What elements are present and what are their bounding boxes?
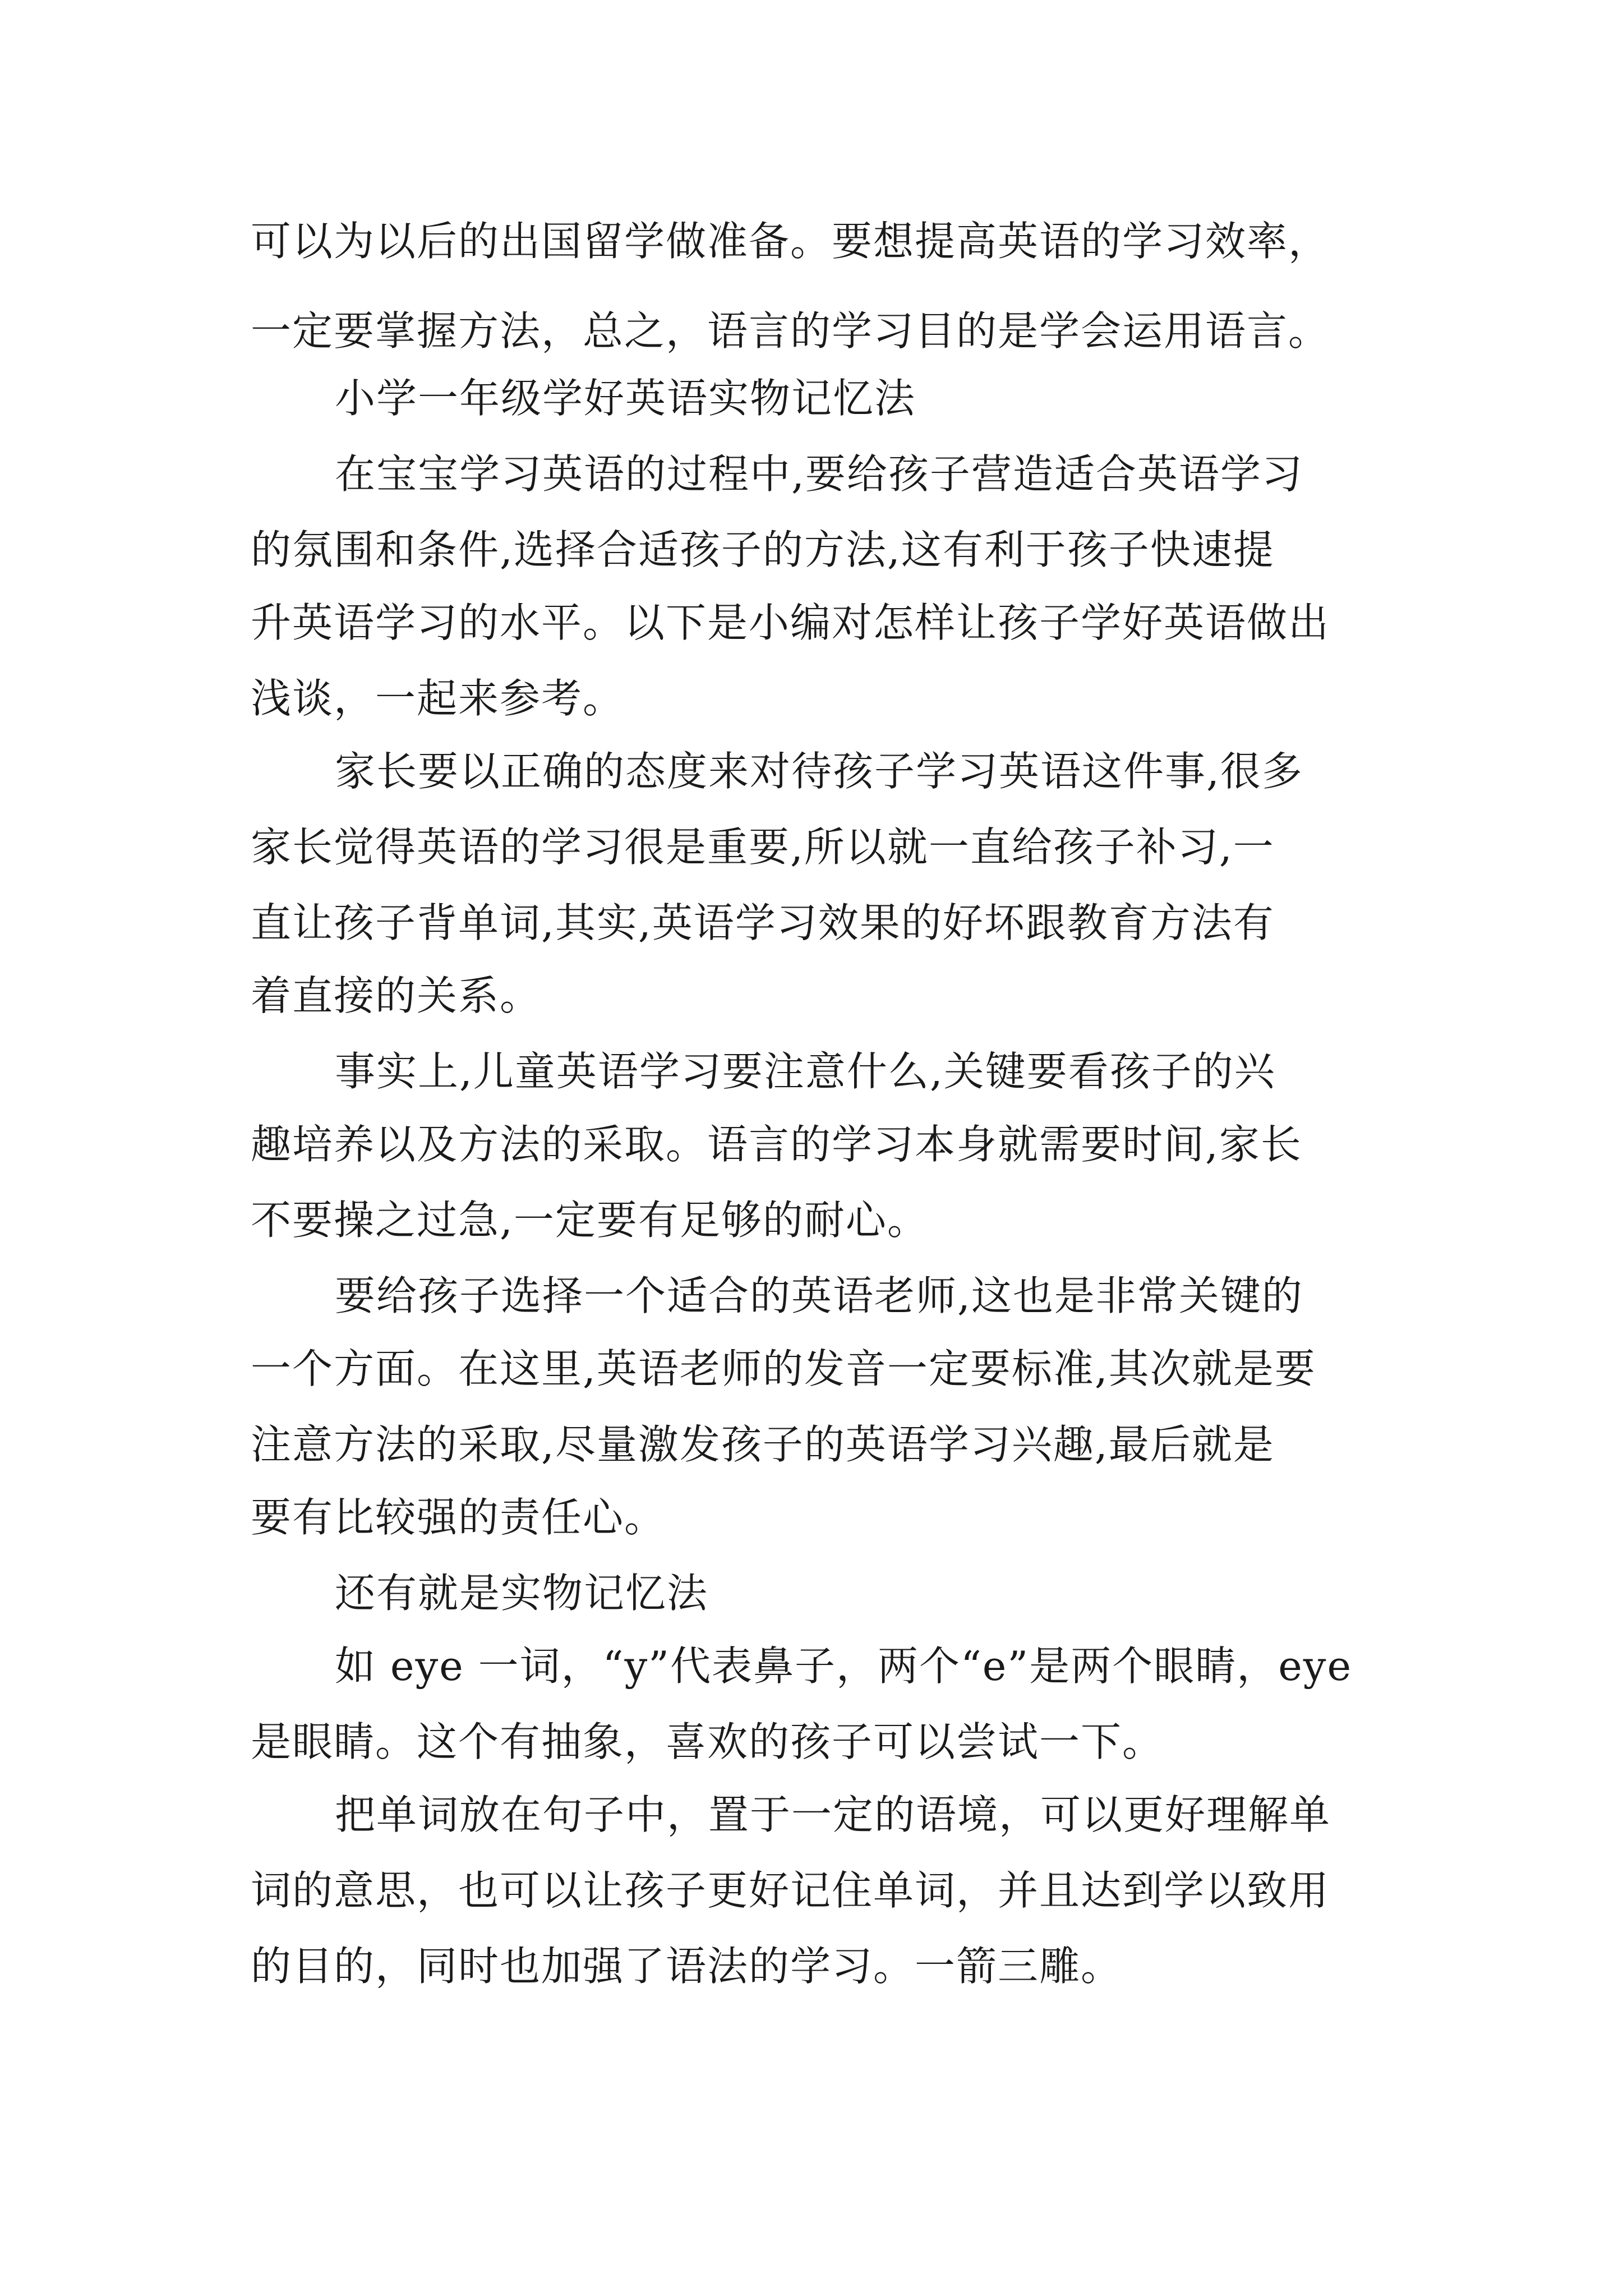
text-line-23: 词的意思，也可以让孩子更好记住单词，并且达到学以致用 bbox=[251, 1867, 1330, 1914]
text-line-4: 在宝宝学习英语的过程中,要给孩子营造适合英语学习 bbox=[335, 450, 1303, 498]
text-line-6: 升英语学习的水平。以下是小编对怎样让孩子学好英语做出 bbox=[251, 599, 1330, 646]
text-line-7: 浅谈，一起来参考。 bbox=[251, 675, 625, 722]
text-line-10: 直让孩子背单词,其实,英语学习效果的好坏跟教育方法有 bbox=[251, 899, 1275, 946]
text-line-8: 家长要以正确的态度来对待孩子学习英语这件事,很多 bbox=[335, 748, 1303, 795]
text-line-17: 注意方法的采取,尽量激发孩子的英语学习兴趣,最后就是 bbox=[251, 1421, 1275, 1468]
text-line-11: 着直接的关系。 bbox=[251, 972, 542, 1019]
text-line-2: 一定要掌握方法，总之，语言的学习目的是学会运用语言。 bbox=[251, 307, 1330, 355]
text-line-24: 的目的，同时也加强了语法的学习。一箭三雕。 bbox=[251, 1943, 1123, 1990]
text-line-18: 要有比较强的责任心。 bbox=[251, 1494, 666, 1541]
text-line-5: 的氛围和条件,选择合适孩子的方法,这有利于孩子快速提 bbox=[251, 526, 1275, 573]
text-line-16: 一个方面。在这里,英语老师的发音一定要标准,其次就是要 bbox=[251, 1345, 1316, 1392]
text-line-1: 可以为以后的出国留学做准备。要想提高英语的学习效率， bbox=[251, 218, 1330, 265]
text-line-22: 把单词放在句子中，置于一定的语境，可以更好理解单 bbox=[335, 1791, 1331, 1838]
text-line-20: 如 eye 一词，“y”代表鼻子，两个“e”是两个眼睛，eye bbox=[335, 1642, 1353, 1690]
text-line-21: 是眼睛。这个有抽象，喜欢的孩子可以尝试一下。 bbox=[251, 1718, 1164, 1765]
text-line-14: 不要操之过急,一定要有足够的耐心。 bbox=[251, 1197, 929, 1244]
text-line-9: 家长觉得英语的学习很是重要,所以就一直给孩子补习,一 bbox=[251, 823, 1275, 871]
section-heading: 小学一年级学好英语实物记忆法 bbox=[335, 375, 916, 422]
text-line-13: 趣培养以及方法的采取。语言的学习本身就需要时间,家长 bbox=[251, 1121, 1302, 1168]
text-line-15: 要给孩子选择一个适合的英语老师,这也是非常关键的 bbox=[335, 1272, 1303, 1319]
text-line-12: 事实上,儿童英语学习要注意什么,关键要看孩子的兴 bbox=[335, 1048, 1276, 1095]
subheading-object-memory: 还有就是实物记忆法 bbox=[335, 1570, 709, 1617]
